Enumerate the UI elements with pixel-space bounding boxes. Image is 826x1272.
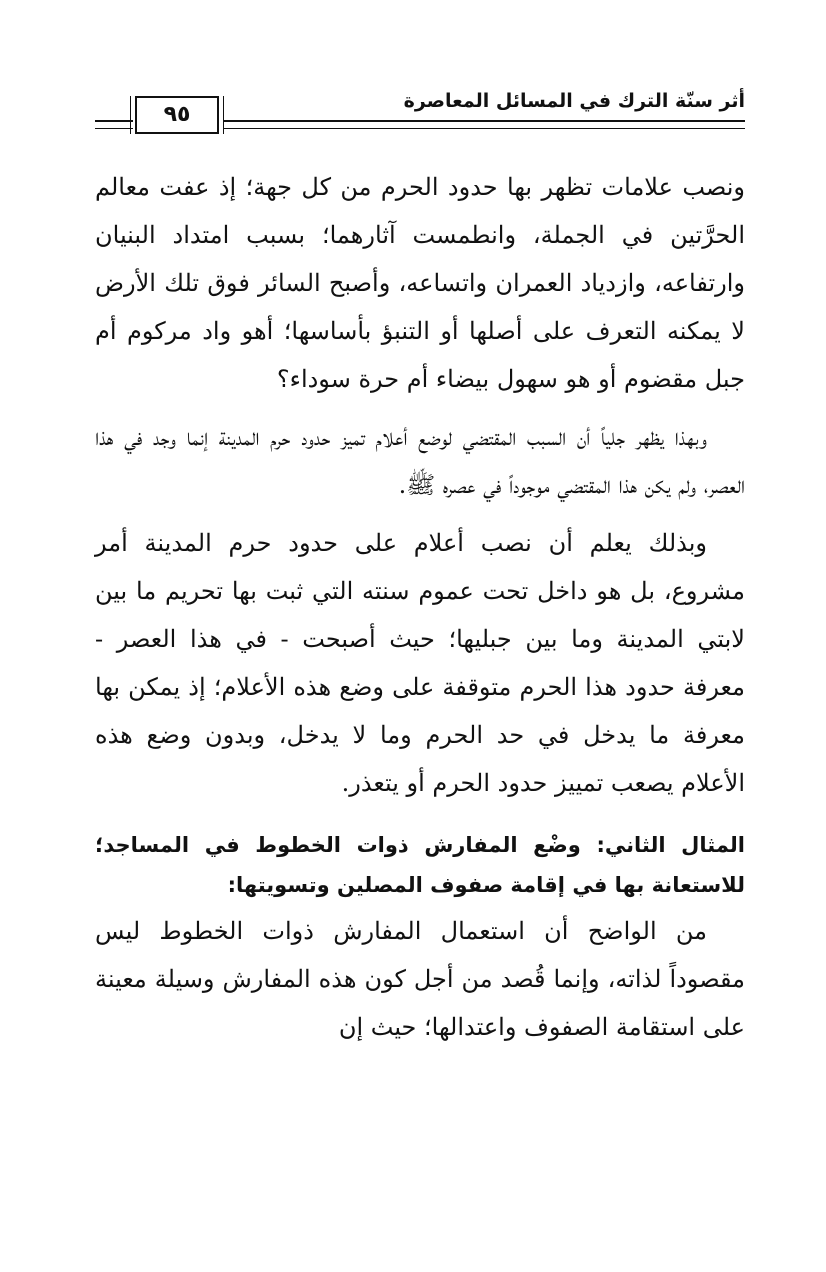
- paragraph: ونصب علامات تظهر بها حدود الحرم من كل جهة؛ إذ عفت معالم الحرَّتين في الجملة، وانطمست آثارهما؛ بسبب امتداد البنيان وارتفاعه، وازدياد العمران واتساعه، وأصبح السائر فوق تلك الأرض لا يمكنه التعرف على أصلها أو التنبؤ بأساسها؛ أهو واد مركوم أم جبل مقضوم أو هو سهول بيضاء أم حرة سوداء؟: [95, 173, 745, 393]
- page-header: [95, 90, 745, 150]
- page-number: ٩٥: [163, 102, 191, 127]
- paragraph: من الواضح أن استعمال المفارش ذوات الخطوط ليس مقصوداً لذاته، وإنما قُصد من أجل كون هذه المفارش وسيلة معينة على استقامة الصفوف واعتدالها؛ حيث إن: [95, 917, 745, 1041]
- header-rule-left: [95, 120, 133, 129]
- header-rule: [223, 120, 745, 129]
- paragraph: وبهذا يظهر جلياً أن السبب المقتضي لوضع أعلام تميز حدود حرم المدينة إنما وجد في هذا العصر، ولم يكن هذا المقتضي موجوداً في عصره ﷺ.: [95, 423, 745, 499]
- page-number-frame: [135, 96, 219, 134]
- paragraph: وبذلك يعلم أن نصب أعلام على حدود حرم المدينة أمر مشروع، بل هو داخل تحت عموم سنته التي ثبت بها تحريم ما بين لابتي المدينة وما بين جبليها؛ حيث أصبحت - في هذا العصر - معرفة حدود هذا الحرم متوقفة على وضع هذه الأعلام؛ إذ يمكن بها معرفة ما يدخل في حد الحرم وما لا يدخل، وبدون وضع هذه الأعلام يصعب تمييز حدود الحرم أو يتعذر.: [95, 529, 745, 797]
- running-title: أثر سنّة الترك في المسائل المعاصرة: [403, 90, 745, 112]
- section-heading: المثال الثاني: وضْع المفارش ذوات الخطوط في المساجد؛ للاستعانة بها في إقامة صفوف المصلين وتسويتها:: [95, 833, 745, 897]
- body-text: [95, 163, 745, 1061]
